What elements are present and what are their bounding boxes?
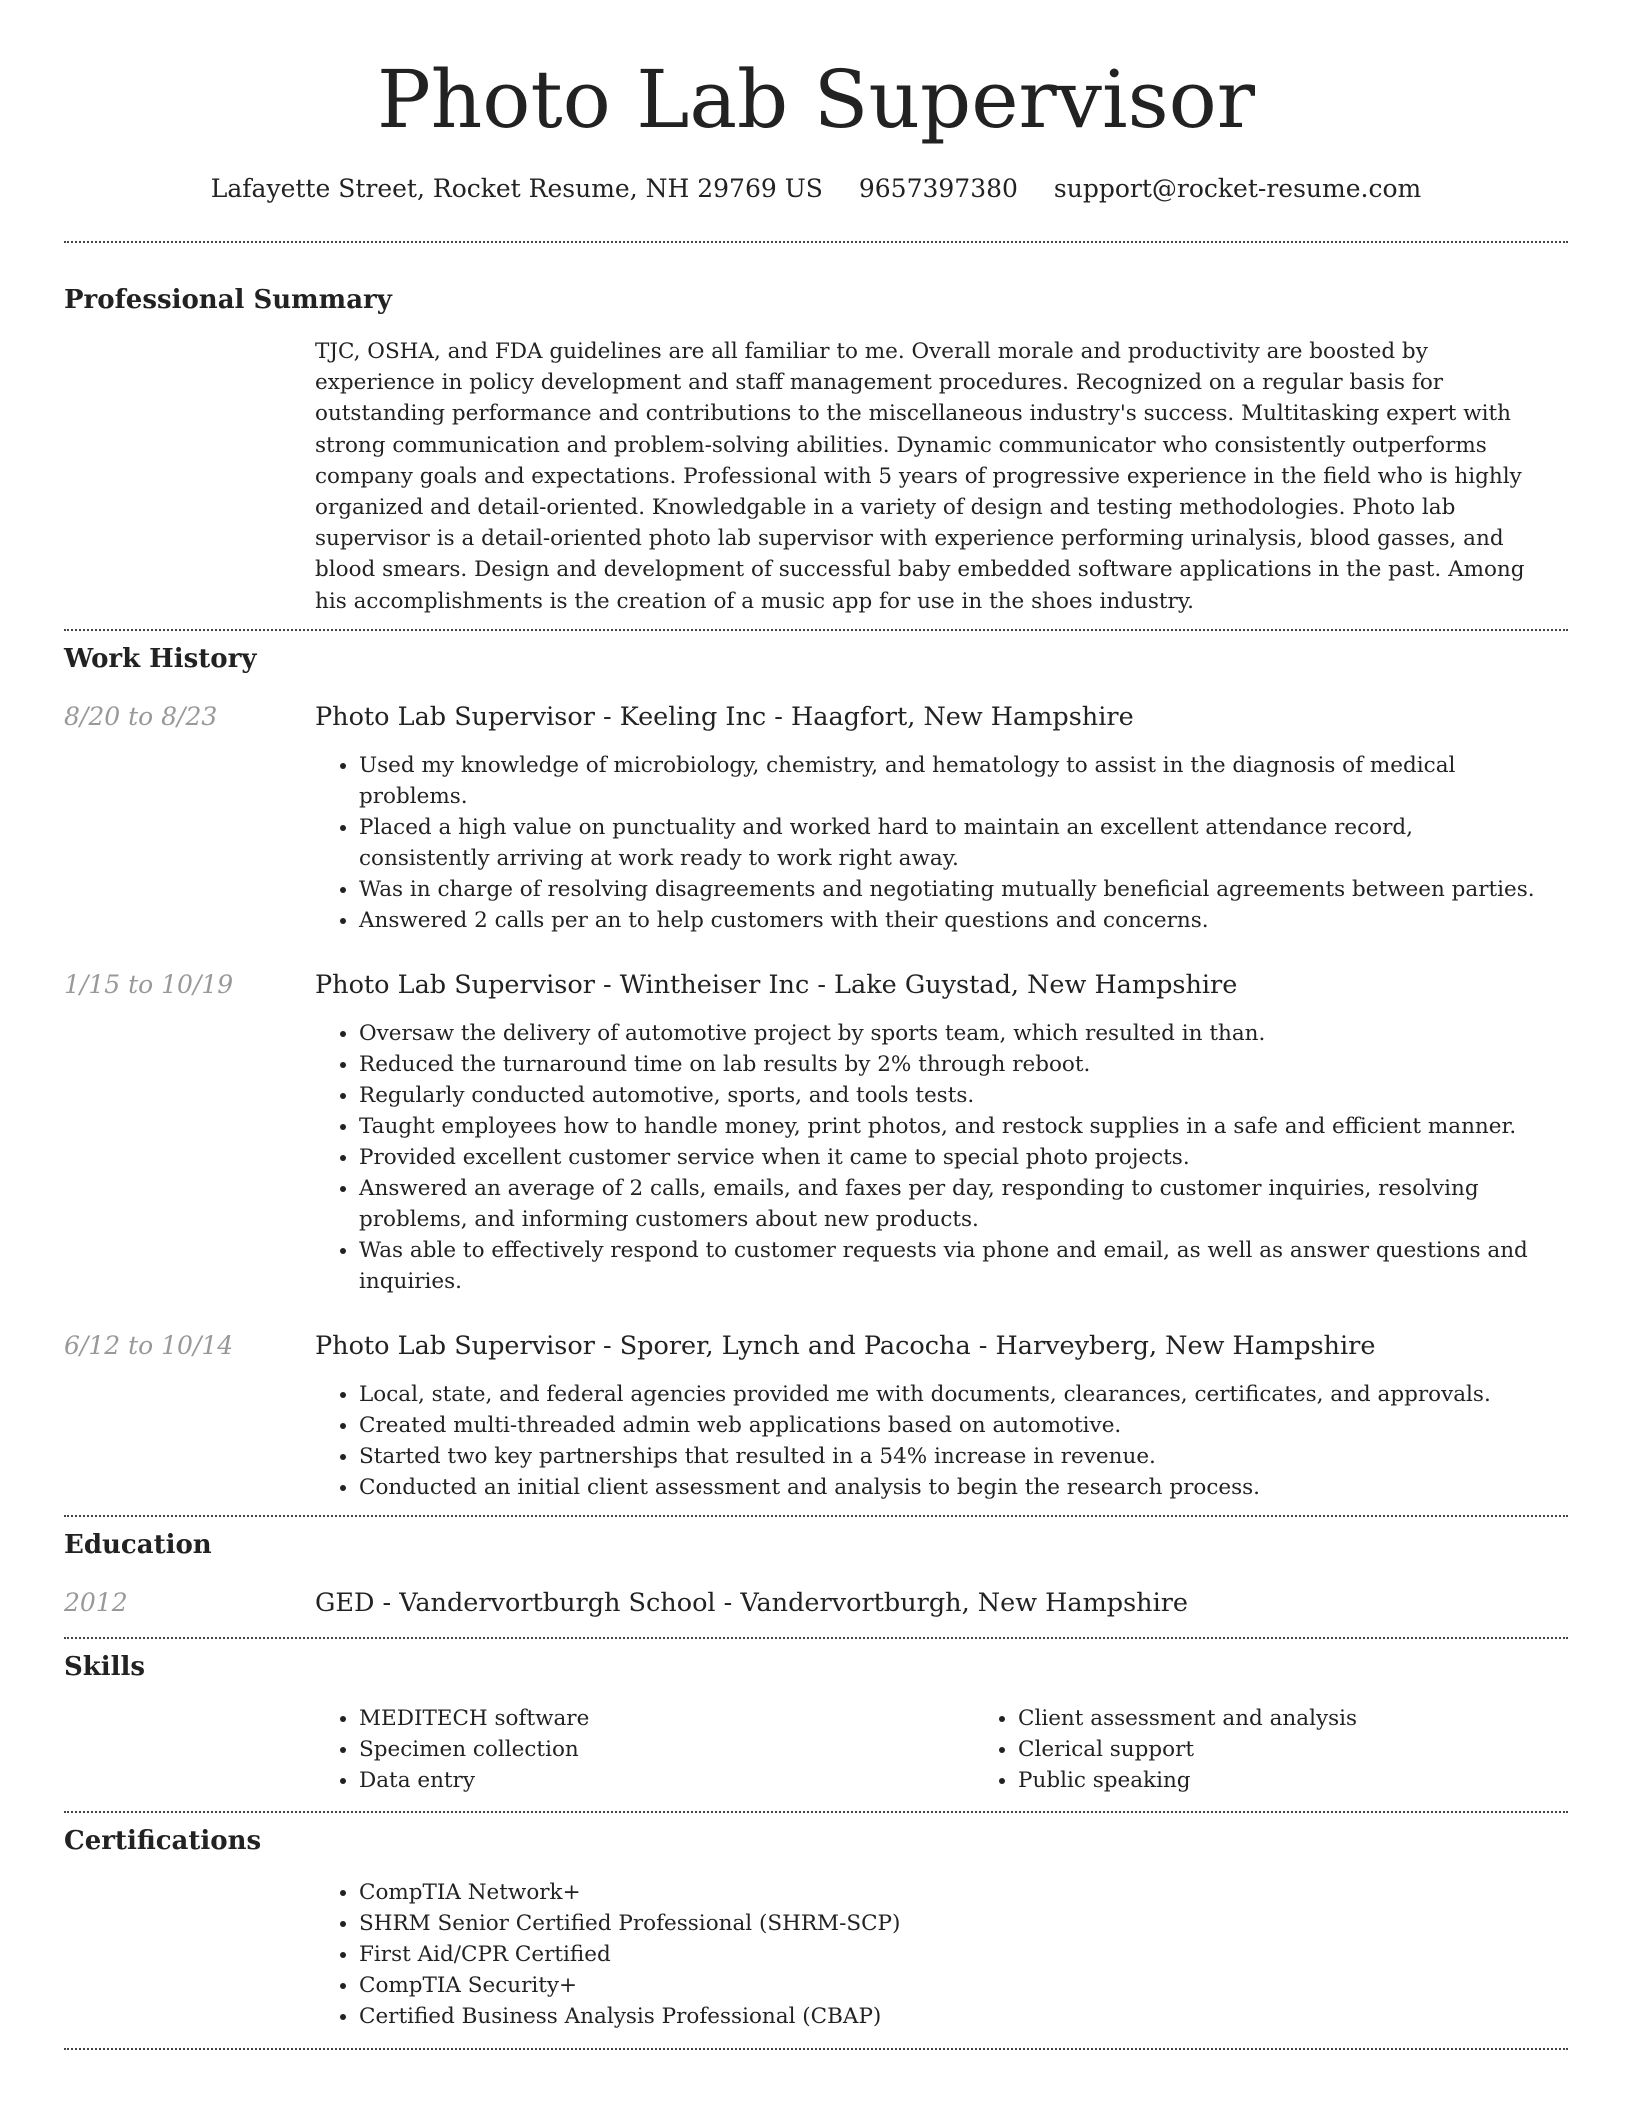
job-dates: 8/20 to 8/23: [64, 701, 218, 731]
job-entry: [64, 1330, 1568, 1503]
list-item: • Local, state, and federal agencies provided me with documents, clearances, certificates, and approvals.: [359, 1379, 1548, 1410]
contact-line: [64, 174, 1568, 204]
job-heading: Photo Lab Supervisor - Keeling Inc - Haagfort, New Hampshire: [315, 701, 1134, 732]
list-item: • Was in charge of resolving disagreements and negotiating mutually beneficial agreements between parties.: [359, 874, 1548, 905]
summary-text: TJC, OSHA, and FDA guidelines are all familiar to me. Overall morale and productivity are boosted by experience in policy development and staff management procedures. Recognized on a regular basis for outstanding performance and contributions to the miscellaneous industry's success. Multitasking expert with strong communication and problem-solving abilities. Dynamic communicator who consistently outperforms company goals and expectations. Professional with 5 years of progressive experience in the field who is highly organized and detail-oriented. Knowledgable in a variety of design and testing methodologies. Photo lab supervisor is a detail-oriented photo lab supervisor with experience performing urinalysis, blood gasses, and blood smears. Design and development of successful baby embedded software applications in the past. Among his accomplishments is the creation of a music app for use in the shoes industry.: [315, 339, 1525, 614]
job-entry: [64, 969, 1568, 1297]
list-item: • Regularly conducted automotive, sports, and tools tests.: [359, 1080, 1548, 1111]
job-bullets: [315, 750, 1548, 936]
list-item: • Placed a high value on punctuality and worked hard to maintain an excellent attendance record, consistently arriving at work ready to work right away.: [359, 812, 1548, 874]
list-item: • MEDITECH software: [359, 1703, 974, 1734]
list-item: • Oversaw the delivery of automotive project by sports team, which resulted in than.: [359, 1018, 1548, 1049]
education-heading: GED - Vandervortburgh School - Vandervortburgh, New Hampshire: [315, 1587, 1189, 1618]
list-item: • Client assessment and analysis: [1018, 1703, 1632, 1734]
job-dates: 1/15 to 10/19: [64, 969, 234, 999]
certifications-list: [315, 1877, 1548, 2032]
candidate-name: Photo Lab Supervisor: [376, 53, 1256, 146]
list-item: • Conducted an initial client assessment and analysis to begin the research process.: [359, 1472, 1548, 1503]
job-heading: Photo Lab Supervisor - Wintheiser Inc - Lake Guystad, New Hampshire: [315, 969, 1238, 1000]
list-item: • Public speaking: [1018, 1765, 1632, 1796]
divider: [64, 1515, 1568, 1517]
divider: [64, 1637, 1568, 1639]
contact-address: Lafayette Street, Rocket Resume, NH 29769 US: [210, 174, 823, 203]
divider: [64, 241, 1568, 243]
job-bullets: [315, 1018, 1548, 1297]
list-item: • Reduced the turnaround time on lab results by 2% through reboot.: [359, 1049, 1548, 1080]
section-title-summary: Professional Summary: [64, 285, 392, 315]
section-title-certifications: Certifications: [64, 1825, 262, 1856]
summary-row: [64, 336, 1568, 617]
contact-email: support@rocket-resume.com: [1053, 174, 1422, 203]
skills-list-left: [315, 1703, 974, 1796]
job-dates: 6/12 to 10/14: [64, 1330, 234, 1360]
list-item: • Taught employees how to handle money, print photos, and restock supplies in a safe and efficient manner.: [359, 1111, 1548, 1142]
divider: [64, 629, 1568, 631]
list-item: • Certified Business Analysis Professional (CBAP): [359, 2001, 1548, 2032]
section-title-skills: Skills: [64, 1651, 146, 1682]
divider: [64, 2048, 1568, 2050]
list-item: • First Aid/CPR Certified: [359, 1939, 1548, 1970]
job-heading: Photo Lab Supervisor - Sporer, Lynch and Pacocha - Harveyberg, New Hampshire: [315, 1330, 1376, 1361]
list-item: • Answered 2 calls per an to help customers with their questions and concerns.: [359, 905, 1548, 936]
list-item: • Specimen collection: [359, 1734, 974, 1765]
list-item: • Created multi-threaded admin web applications based on automotive.: [359, 1410, 1548, 1441]
list-item: • CompTIA Network+: [359, 1877, 1548, 1908]
skills-left-spacer: [64, 1703, 315, 1796]
list-item: • SHRM Senior Certified Professional (SHRM-SCP): [359, 1908, 1548, 1939]
section-title-work-history: Work History: [64, 643, 257, 674]
resume-page: [64, 0, 1568, 2050]
skills-row: [64, 1703, 1568, 1796]
job-bullets: [315, 1379, 1548, 1503]
certifications-left-spacer: [64, 1877, 315, 2032]
list-item: • Provided excellent customer service when it came to special photo projects.: [359, 1142, 1548, 1173]
list-item: • Was able to effectively respond to customer requests via phone and email, as well as answer questions and inquiries.: [359, 1235, 1548, 1297]
list-item: • Data entry: [359, 1765, 974, 1796]
education-entry: [64, 1587, 1568, 1619]
job-entry: [64, 701, 1568, 936]
skills-list-right: [974, 1703, 1632, 1796]
list-item: • Answered an average of 2 calls, emails, and faxes per day, responding to customer inquiries, resolving problems, and informing customers about new products.: [359, 1173, 1548, 1235]
contact-phone: 9657397380: [858, 174, 1018, 203]
list-item: • CompTIA Security+: [359, 1970, 1548, 2001]
section-title-education: Education: [64, 1529, 212, 1560]
list-item: • Used my knowledge of microbiology, chemistry, and hematology to assist in the diagnosis of medical problems.: [359, 750, 1548, 812]
certifications-row: [64, 1877, 1568, 2032]
list-item: • Clerical support: [1018, 1734, 1632, 1765]
education-year: 2012: [64, 1587, 128, 1617]
summary-left-spacer: [64, 336, 315, 617]
list-item: • Started two key partnerships that resulted in a 54% increase in revenue.: [359, 1441, 1548, 1472]
divider: [64, 1811, 1568, 1813]
